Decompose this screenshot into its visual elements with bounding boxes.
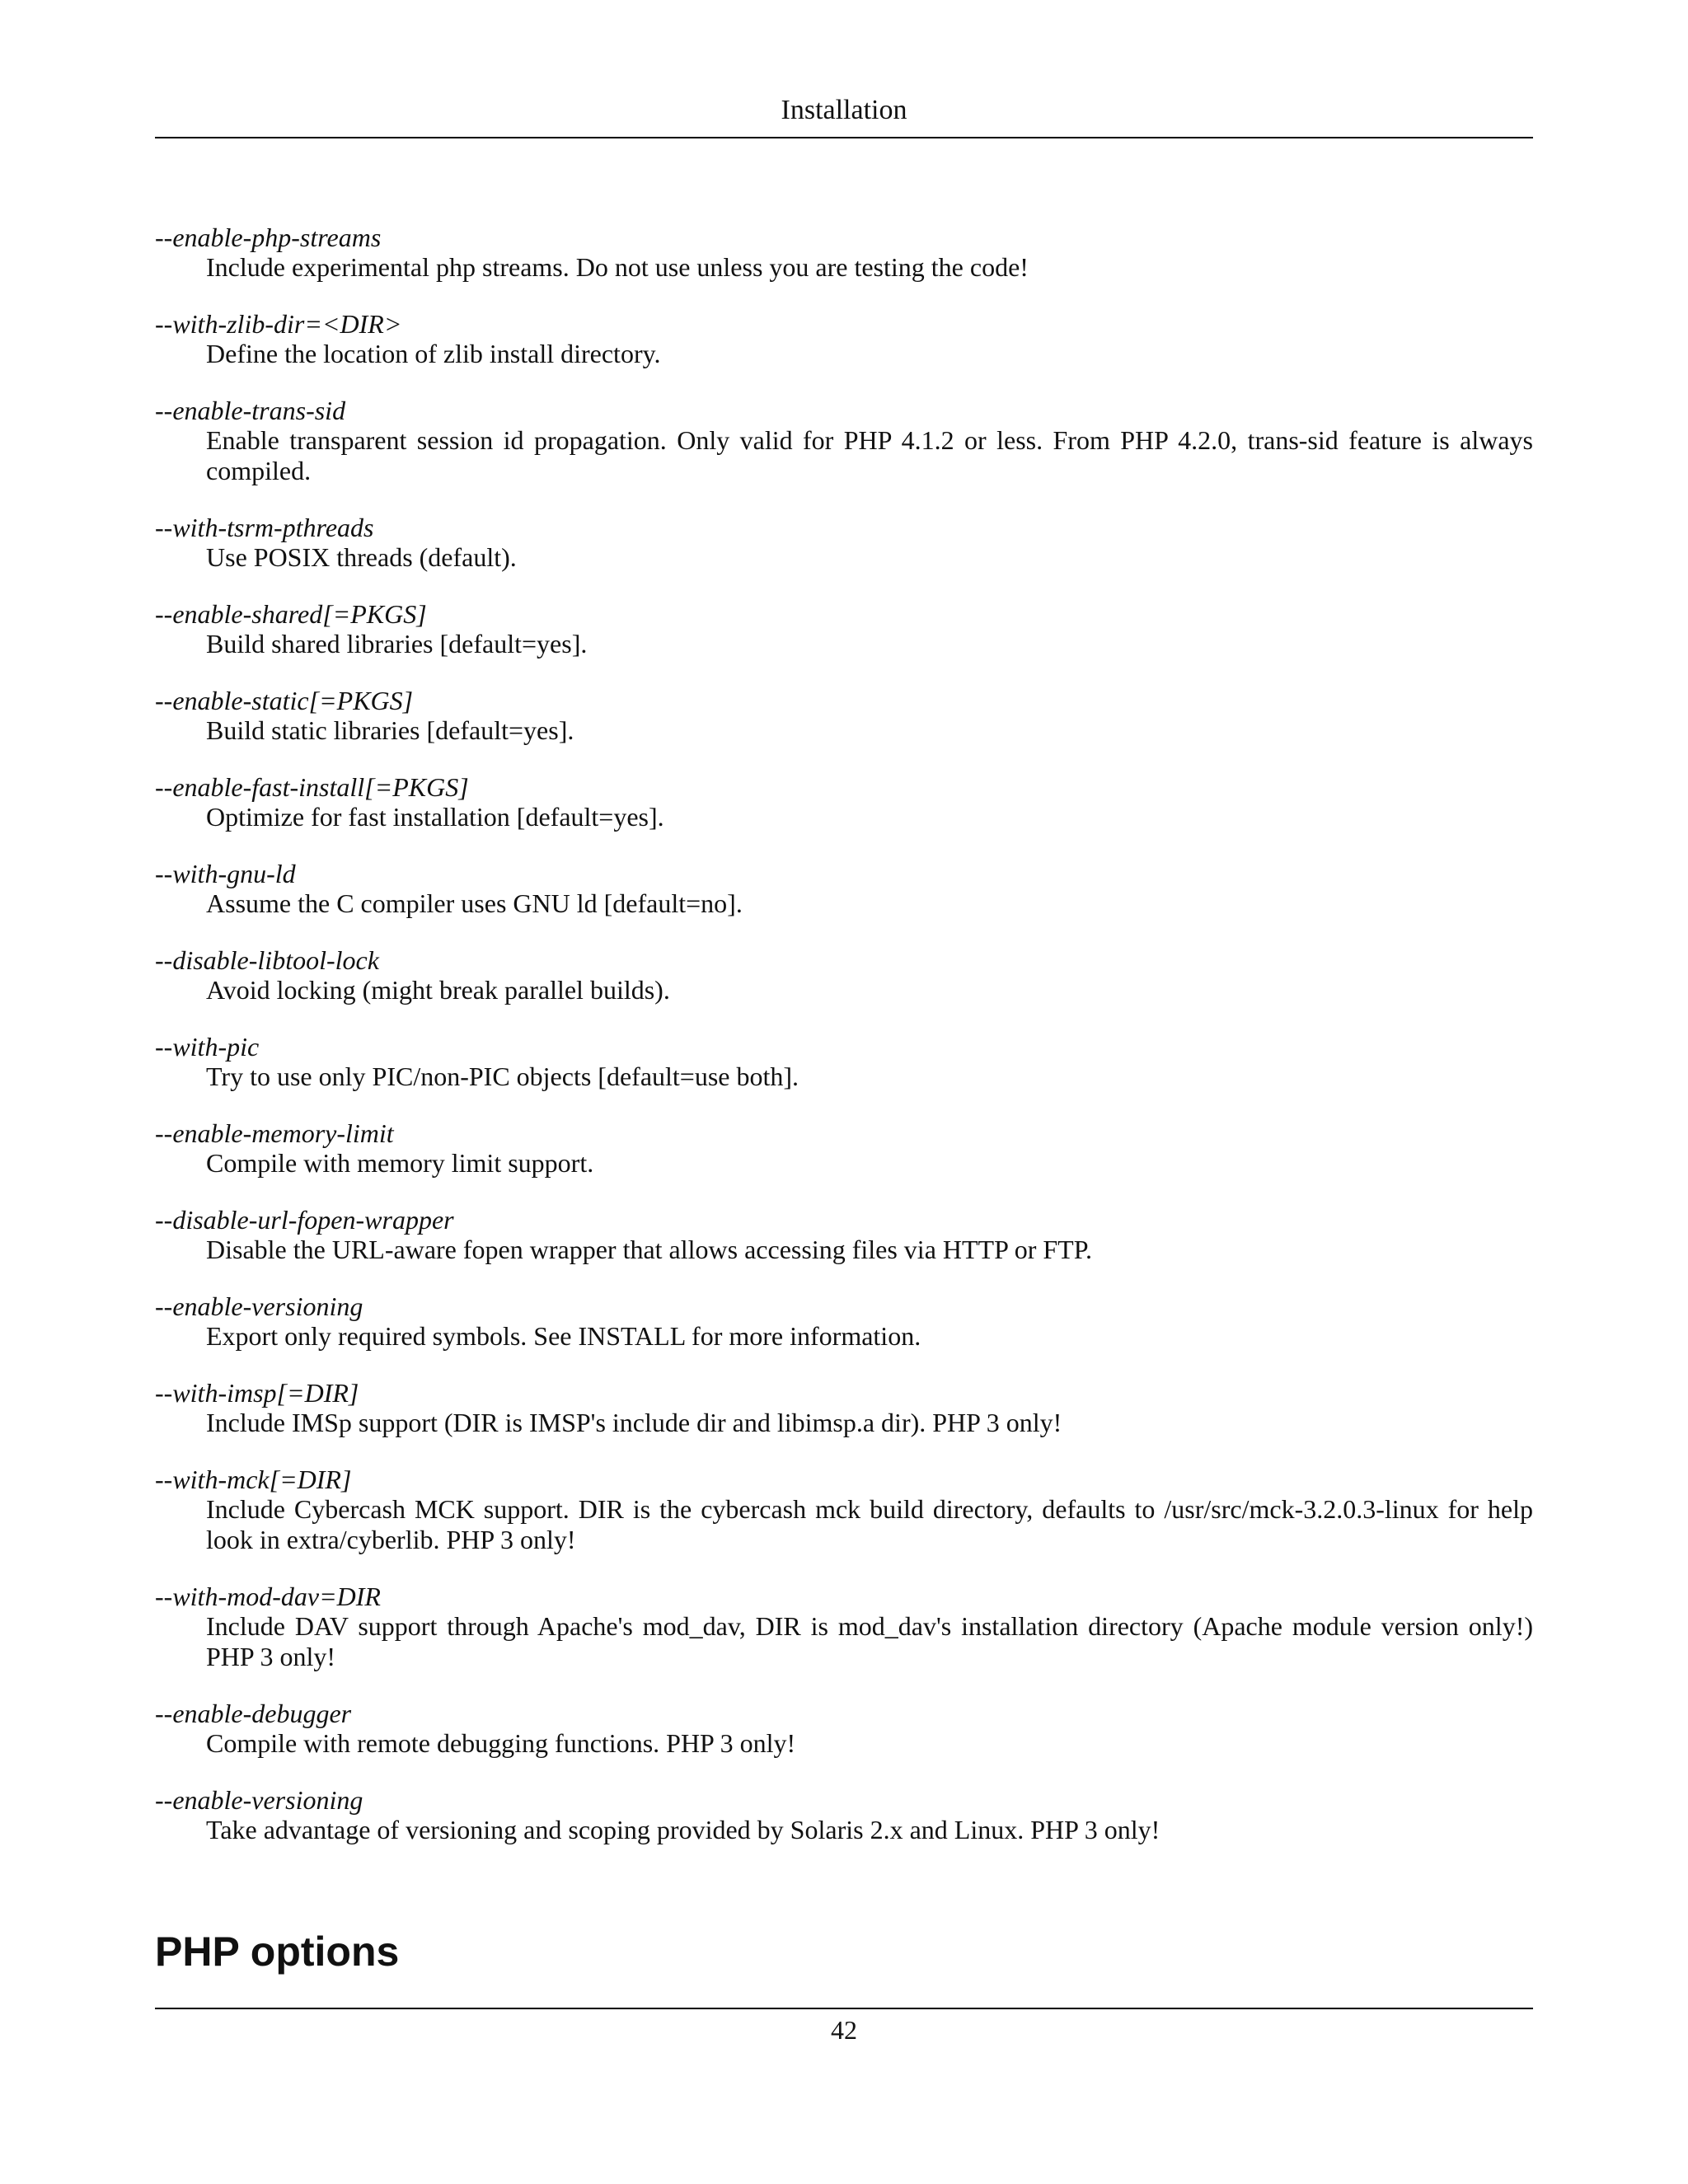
option-term: --enable-fast-install[=PKGS] [155, 772, 469, 802]
option-description: Compile with memory limit support. [206, 1148, 594, 1178]
option-entry [155, 945, 1533, 1005]
option-description: Try to use only PIC/non-PIC objects [default=use both]. [206, 1062, 799, 1091]
option-term: --enable-php-streams [155, 223, 382, 252]
page-footer [155, 2008, 1533, 2046]
header-title: Installation [781, 95, 907, 125]
option-description: Define the location of zlib install directory. [206, 339, 661, 368]
option-entry [155, 223, 1533, 283]
option-term: --enable-shared[=PKGS] [155, 599, 427, 629]
option-description: Assume the C compiler uses GNU ld [default=no]. [206, 888, 743, 918]
option-entry [155, 599, 1533, 659]
option-entry [155, 1465, 1533, 1555]
option-entry [155, 309, 1533, 369]
section-heading: PHP options [155, 1929, 400, 1975]
page-header [155, 92, 1533, 138]
option-description: Take advantage of versioning and scoping provided by Solaris 2.x and Linux. PHP 3 only! [206, 1815, 1160, 1844]
option-term: --with-tsrm-pthreads [155, 513, 374, 542]
option-term: --disable-libtool-lock [155, 945, 379, 975]
option-term: --enable-trans-sid [155, 396, 346, 425]
option-entry [155, 859, 1533, 919]
option-term: --with-mod-dav=DIR [155, 1582, 381, 1611]
option-description: Include experimental php streams. Do not use unless you are testing the code! [206, 252, 1029, 282]
option-term: --with-mck[=DIR] [155, 1465, 352, 1494]
option-entry [155, 396, 1533, 486]
option-description: Compile with remote debugging functions. PHP 3 only! [206, 1728, 796, 1758]
option-entry [155, 1785, 1533, 1845]
option-term: --with-gnu-ld [155, 859, 296, 888]
option-entry [155, 513, 1533, 573]
option-entry [155, 1291, 1533, 1352]
option-term: --enable-versioning [155, 1291, 363, 1321]
option-description: Avoid locking (might break parallel builds). [206, 975, 670, 1005]
option-description: Use POSIX threads (default). [206, 542, 517, 572]
option-description: Build shared libraries [default=yes]. [206, 629, 588, 658]
option-description: Enable transparent session id propagation. Only valid for PHP 4.1.2 or less. From PHP 4.2.0, trans-sid feature is always compiled. [206, 425, 1533, 485]
option-description: Include DAV support through Apache's mod_dav, DIR is mod_dav's installation directory (Apache module version only!) PHP 3 only! [206, 1611, 1533, 1671]
option-entry [155, 686, 1533, 746]
page-number: 42 [831, 2015, 857, 2045]
options-list [155, 223, 1533, 1872]
option-description: Export only required symbols. See INSTALL for more information. [206, 1321, 921, 1351]
option-entry [155, 1582, 1533, 1672]
option-term: --with-pic [155, 1032, 260, 1062]
option-term: --with-imsp[=DIR] [155, 1378, 359, 1408]
option-entry [155, 1118, 1533, 1179]
option-description: Build static libraries [default=yes]. [206, 715, 574, 745]
option-description: Disable the URL-aware fopen wrapper that allows accessing files via HTTP or FTP. [206, 1235, 1092, 1264]
option-entry [155, 1699, 1533, 1759]
option-description: Optimize for fast installation [default=yes]. [206, 802, 664, 832]
option-entry [155, 772, 1533, 832]
option-term: --enable-static[=PKGS] [155, 686, 414, 715]
option-entry [155, 1378, 1533, 1438]
option-term: --enable-versioning [155, 1785, 363, 1815]
option-term: --disable-url-fopen-wrapper [155, 1205, 454, 1235]
option-description: Include Cybercash MCK support. DIR is the cybercash mck build directory, defaults to /usr/src/mck-3.2.0.3-linux for help look in extra/cyberlib. PHP 3 only! [206, 1494, 1533, 1554]
option-entry [155, 1205, 1533, 1265]
option-entry [155, 1032, 1533, 1092]
option-term: --with-zlib-dir=<DIR> [155, 309, 402, 339]
option-term: --enable-memory-limit [155, 1118, 394, 1148]
option-term: --enable-debugger [155, 1699, 352, 1728]
option-description: Include IMSp support (DIR is IMSP's include dir and libimsp.a dir). PHP 3 only! [206, 1408, 1062, 1437]
